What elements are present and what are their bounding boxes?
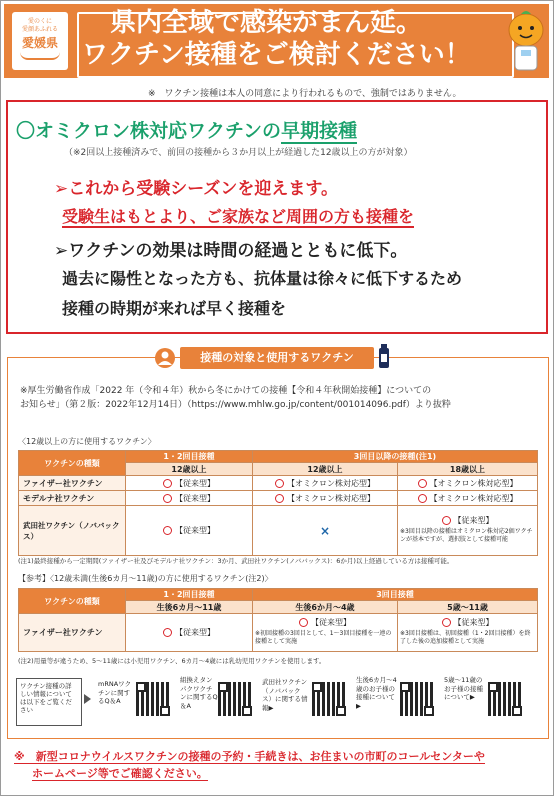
circle-icon: [275, 479, 284, 488]
link-protein-qa[interactable]: 組換えタンパクワクチンに関するQ＆A: [180, 676, 218, 710]
circle-icon: [163, 494, 172, 503]
col-dose12: 1・2回目接種: [126, 451, 253, 463]
cross-icon: ×: [319, 523, 331, 538]
col-vaccine-type: ワクチンの種類: [19, 589, 126, 614]
link-infant-info[interactable]: 生後6カ月～4歳のお子様の接種について▶: [356, 676, 397, 710]
table-row: [19, 506, 538, 556]
table-row: [19, 614, 538, 652]
infant-note: ※初回接種の3回目として、1～3回目接種を一連の接種として実施: [255, 630, 392, 645]
row-label: モデルナ社ワクチン: [19, 491, 126, 506]
logo-tagline: 愛のくに: [27, 18, 52, 25]
col-vaccine-type: ワクチンの種類: [19, 451, 126, 476]
circle-icon: [418, 494, 427, 503]
col-dose3: 3回目接種: [253, 589, 538, 601]
link-takeda-info[interactable]: 武田社ワクチン（ノババックス）に関する情報▶: [262, 678, 308, 712]
row-label: ファイザー社ワクチン: [19, 614, 126, 652]
logo-name: 愛媛県: [21, 36, 58, 50]
vaccine-table-12plus: [18, 450, 538, 556]
table-cell: 【従来型】: [126, 506, 253, 556]
source-line-1: ※厚生労働省作成「2022 年（令和４年）秋から冬にかけての接種【令和４年秋開始接種】についての: [20, 386, 432, 396]
panel-banner: 接種の対象と使用するワクチン: [180, 347, 374, 369]
omicron-heading: [16, 116, 357, 143]
table-cell: 【オミクロン株対応型】: [398, 491, 538, 506]
col-dose12: 1・2回目接種: [126, 589, 253, 601]
row-label: 武田社ワクチン（ノババックス）: [19, 506, 126, 556]
sub-5y-11y: 5歳～11歳: [398, 601, 538, 614]
circle-icon: [275, 494, 284, 503]
table-row: [19, 476, 538, 491]
omicron-heading-emphasis: 早期接種: [281, 120, 358, 142]
sub-6m-11y: 生後6カ月～11歳: [126, 601, 253, 614]
page-title-line2: ワクチン接種をご検討ください！: [82, 40, 471, 70]
sub-12: 12歳以上: [253, 463, 398, 476]
person-icon: [154, 348, 176, 368]
arrow-right-icon: [84, 694, 91, 704]
footer-notice: [14, 748, 540, 782]
ehime-logo: [12, 12, 68, 70]
qr-code-icon[interactable]: [312, 682, 346, 716]
exam-season-line: ➢これから受験シーズンを迎えます。: [54, 179, 339, 199]
qr-code-icon[interactable]: [136, 682, 170, 716]
circle-icon: [163, 479, 172, 488]
table-cell: 【オミクロン株対応型】: [398, 476, 538, 491]
qr-code-icon[interactable]: [400, 682, 434, 716]
mikyan-mascot-icon: [505, 8, 547, 74]
early-vaccination-line: 接種の時期が来れば早く接種を: [62, 299, 287, 318]
note-1: (注1)最終接種から一定期間(ファイザー社及びモデルナ社ワクチン：3か月、武田社ワクチン(ノババックス)：6か月)以上経過している方は接種可能。: [18, 557, 454, 565]
consent-note: ※ ワクチン接種は本人の同意により行われるもので、強制ではありません。: [148, 89, 462, 99]
section-under12-title: 【参考】〈12歳未満(生後6カ月～11歳)の方に使用するワクチン(注2)〉: [18, 574, 273, 583]
antibody-line: 過去に陽性となった方も、抗体量は徐々に低下するため: [62, 269, 463, 288]
exam-family-line: [62, 204, 414, 227]
section-12plus-title: 〈12歳以上の方に使用するワクチン〉: [18, 437, 156, 446]
table-cell: 【従来型】 ※3回目接種は、初回接種（1・2回目接種）を終了した後の追加接種として実施: [398, 614, 538, 652]
circle-icon: [442, 516, 451, 525]
table-cell: 【従来型】: [126, 614, 253, 652]
sub-6m-4y: 生後6か月～4歳: [253, 601, 398, 614]
exam-family-text: 受験生はもとより、ご家族など周囲の方も接種を: [62, 207, 415, 226]
vaccine-table-under12: [18, 588, 538, 652]
vaccine-vial-icon: [376, 344, 392, 370]
links-intro-box: ワクチン接種の詳しい情報については以下をご覧ください: [16, 678, 82, 726]
table-cell: [253, 506, 398, 556]
table-row: [19, 491, 538, 506]
link-child-info[interactable]: 5歳～11歳のお子様の接種について▶: [444, 676, 483, 701]
footer-line-1: ※ 新型コロナウイルスワクチンの接種の予約・手続きは、お住まいの市町のコールセンターや: [14, 750, 485, 763]
source-line-2: お知らせ」（第２版：2022年12月14日）（https://www.mhlw.go.jp/content/001014096.pdf）より抜粋: [20, 400, 451, 410]
sub-12plus: 12歳以上: [126, 463, 253, 476]
table-cell: 【オミクロン株対応型】: [253, 491, 398, 506]
note-2: (注2)用量等が違うため、5～11歳には小児用ワクチン、6カ月～4歳には乳幼児用ワクチンを使用します。: [18, 657, 326, 665]
footer-line-2: ホームページ等でご確認ください。: [32, 767, 208, 780]
table-cell: 【従来型】: [126, 491, 253, 506]
table-cell: 【オミクロン株対応型】: [253, 476, 398, 491]
link-mrna-qa[interactable]: mRNAワクチンに関するQ＆A: [98, 680, 132, 705]
circle-icon: [299, 618, 308, 627]
child-note: ※3回目接種は、初回接種（1・2回目接種）を終了した後の追加接種として実施: [400, 630, 531, 645]
circle-icon: [163, 628, 172, 637]
qr-code-icon[interactable]: [218, 682, 252, 716]
takeda-note: ※3回目以降の接種はオミクロン株対応2価ワクチンが基本ですが、選択肢として接種可能: [400, 528, 533, 543]
qr-code-icon[interactable]: [488, 682, 522, 716]
circle-icon: [442, 618, 451, 627]
logo-swoosh: [20, 52, 60, 60]
circle-icon: [163, 526, 172, 535]
omicron-heading-text: 〇オミクロン株対応ワクチンの: [16, 120, 282, 142]
sub-18: 18歳以上: [398, 463, 538, 476]
circle-icon: [418, 479, 427, 488]
vaccine-effect-line: ➢ワクチンの効果は時間の経過とともに低下。: [54, 241, 408, 261]
row-label: ファイザー社ワクチン: [19, 476, 126, 491]
page-title-line1: 県内全域で感染がまん延。: [110, 8, 423, 38]
omicron-eligibility-note: （※2回以上接種済みで、前回の接種から３か月以上が経過した12歳以上の方が対象）: [64, 148, 413, 158]
table-cell: 【従来型】: [126, 476, 253, 491]
col-dose3: 3回目以降の接種(注1): [253, 451, 538, 463]
table-cell: 【従来型】 ※初回接種の3回目として、1～3回目接種を一連の接種として実施: [253, 614, 398, 652]
table-cell: 【従来型】 ※3回目以降の接種はオミクロン株対応2価ワクチンが基本ですが、選択肢として接種可能: [398, 506, 538, 556]
info-links-row: [16, 674, 536, 732]
logo-tagline-2: 愛顔あふれる: [21, 26, 58, 33]
source-citation: [20, 384, 540, 412]
